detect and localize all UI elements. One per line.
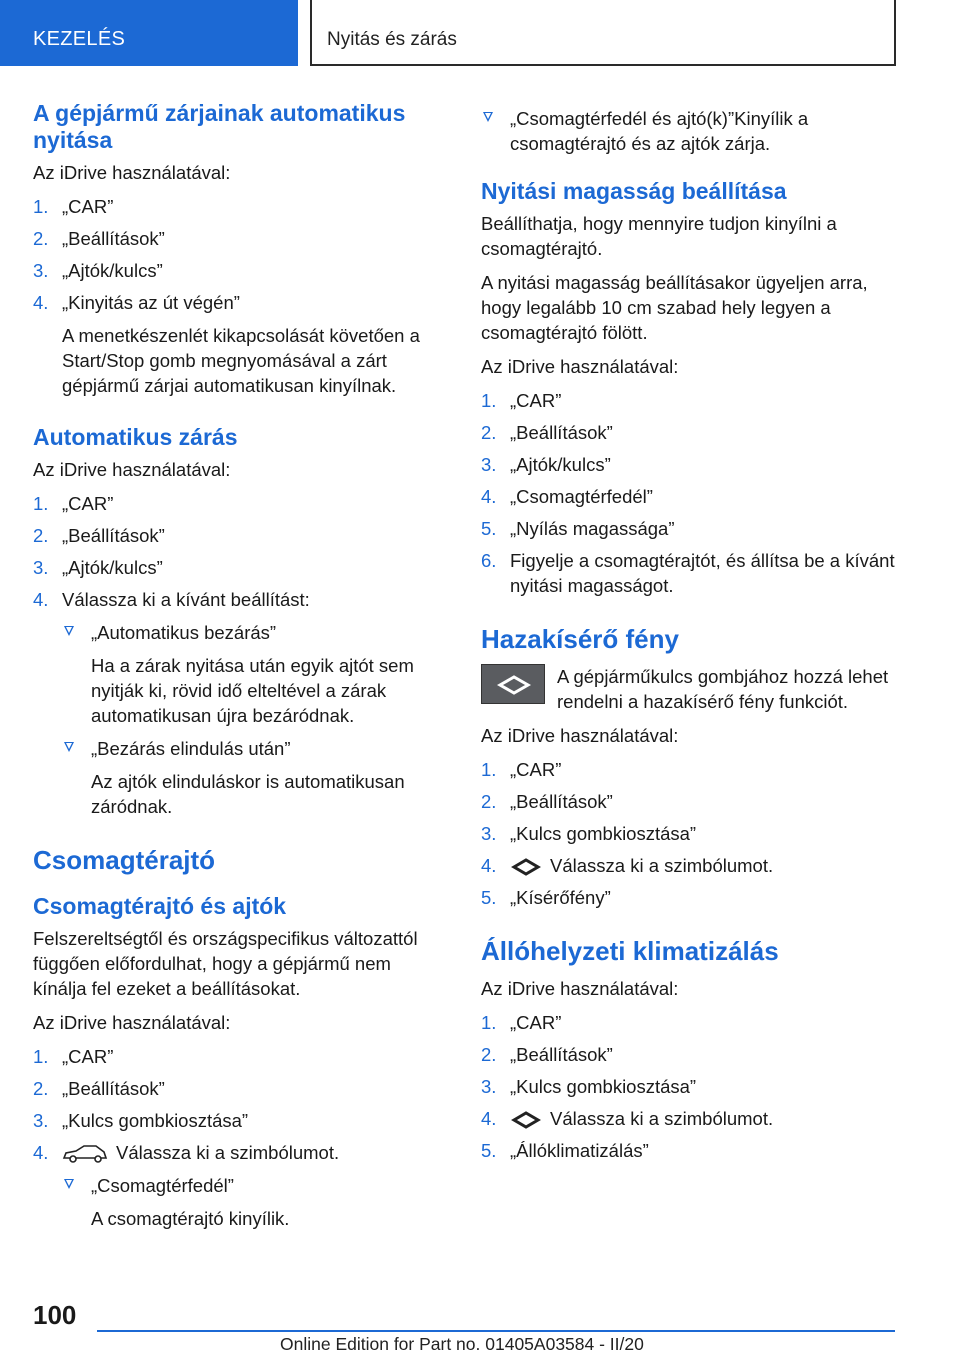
heading-follow-me-home: Hazakísérő fény xyxy=(481,624,679,654)
list-item: 3. „Ajtók/kulcs” xyxy=(481,454,611,475)
idrive-intro: Az iDrive használatával: xyxy=(481,356,679,377)
steps-list xyxy=(33,194,443,398)
list-item: 5. „Állóklimatizálás” xyxy=(481,1140,649,1161)
option-list xyxy=(62,620,443,819)
steps-list xyxy=(481,388,901,598)
option-list xyxy=(481,106,901,156)
list-item: 6. Figyelje a csomagtérajtót, és állítsa be a kívánt nyitási magasságot. xyxy=(481,550,895,596)
heading-tailgate: Csomagtérajtó xyxy=(33,845,216,875)
steps-list xyxy=(481,1010,901,1163)
header-topic-box xyxy=(310,0,896,66)
list-item: 1. „CAR” xyxy=(481,759,562,780)
list-item: 3. „Kulcs gombkiosztása” xyxy=(33,1110,249,1131)
list-item: 5. „Nyílás magassága” xyxy=(481,518,675,539)
list-item: 2. „Beállítások” xyxy=(33,1078,165,1099)
heading-auto-lock: Automatikus zárás xyxy=(33,424,238,450)
list-item: 2. „Beállítások” xyxy=(33,228,165,249)
option-item: „Csomagtérfedél és ajtó(k)”Kinyílik a csomagtérajtó és az ajtók zárja. xyxy=(481,106,901,156)
list-item: 1. „CAR” xyxy=(33,493,114,514)
light-symbol-icon xyxy=(510,858,542,876)
list-item: 3. „Ajtók/kulcs” xyxy=(33,557,163,578)
opening-height-warning: A nyitási magasság beállításakor ügyeljen arra, hogy legalább 10 cm szabad hely legyen a csomagtérajtó fölött. xyxy=(481,272,868,343)
triangle-bullet-icon xyxy=(64,1179,74,1189)
list-item: 4. Válassza ki a kívánt beállítást: „Automatikus bezárás” Ha a zárak nyitása után egyik ajtót sem nyitják ki, rövid idő elteltével a zárak automatikusan újra bezáródnak. „Bezárás elindulás után” Az ajtók elinduláskor is automatikusan záródnak. xyxy=(33,587,443,819)
triangle-bullet-icon xyxy=(483,112,493,122)
heading-auto-unlock: A gépjármű zárjainak automatikus nyitása xyxy=(33,100,406,153)
list-item: 4. Válassza ki a szimbólumot. „Csomagtérfedél” A csomagtérajtó kinyílik. xyxy=(33,1140,443,1231)
option-item: „Automatikus bezárás” Ha a zárak nyitása után egyik ajtót sem nyitják ki, rövid idő elteltével a zárak automatikusan újra bezáródnak. xyxy=(62,620,443,728)
footer-edition: Online Edition for Part no. 01405A03584 - II/20 xyxy=(280,1334,644,1354)
heading-opening-height: Nyitási magasság beállítása xyxy=(481,178,787,204)
option-item: „Bezárás elindulás után” Az ajtók elinduláskor is automatikusan záródnak. xyxy=(62,736,443,819)
follow-me-home-text: A gépjárműkulcs gombjához hozzá lehet rendelni a hazakísérő fény funkciót. xyxy=(557,666,889,712)
list-item: 4. Válassza ki a szimbólumot. xyxy=(481,855,774,876)
list-item: 2. „Beállítások” xyxy=(481,1044,613,1065)
list-item: 4. „Kinyitás az út végén” A menetkészenlét kikapcsolását követően a Start/Stop gomb megnyomásával a zárt gépjármű zárjai automatikusan kinyílnak. xyxy=(33,290,443,398)
step-note: A menetkészenlét kikapcsolását követően a Start/Stop gomb megnyomásával a zárt gépjármű zárjai automatikusan kinyílnak. xyxy=(62,325,420,396)
page-number: 100 xyxy=(33,1300,77,1330)
list-item: 1. „CAR” xyxy=(33,196,114,217)
list-item: 1. „CAR” xyxy=(481,1012,562,1033)
list-item: 5. „Kísérőfény” xyxy=(481,887,611,908)
key-button-icon xyxy=(481,664,545,704)
list-item: 2. „Beállítások” xyxy=(33,525,165,546)
steps-list xyxy=(33,1044,443,1231)
header-topic-label: Nyitás és zárás xyxy=(327,29,457,50)
footer-divider xyxy=(97,1330,895,1332)
list-item: 3. „Kulcs gombkiosztása” xyxy=(481,823,697,844)
right-column xyxy=(481,100,901,1170)
heading-climate: Állóhelyzeti klimatizálás xyxy=(481,936,779,966)
steps-list xyxy=(33,491,443,819)
list-item: 2. „Beállítások” xyxy=(481,791,613,812)
idrive-intro: Az iDrive használatával: xyxy=(481,725,679,746)
list-item: 2. „Beállítások” xyxy=(481,422,613,443)
list-item: 3. „Ajtók/kulcs” xyxy=(33,260,163,281)
left-column xyxy=(33,100,443,1239)
car-tailgate-icon xyxy=(62,1144,108,1164)
list-item: 1. „CAR” xyxy=(481,390,562,411)
idrive-intro: Az iDrive használatával: xyxy=(33,162,231,183)
steps-list xyxy=(481,757,901,910)
triangle-bullet-icon xyxy=(64,742,74,752)
idrive-intro: Az iDrive használatával: xyxy=(481,978,679,999)
triangle-bullet-icon xyxy=(64,626,74,636)
list-item: 4. Válassza ki a szimbólumot. xyxy=(481,1108,774,1129)
climate-symbol-icon xyxy=(510,1111,542,1129)
idrive-intro: Az iDrive használatával: xyxy=(33,1012,231,1033)
list-item: 1. „CAR” xyxy=(33,1046,114,1067)
opening-height-text: Beállíthatja, hogy mennyire tudjon kinyílni a csomagtérajtó. xyxy=(481,213,837,259)
header-section-tab xyxy=(0,0,298,66)
list-item: 4. „Csomagtérfedél” xyxy=(481,486,653,507)
option-item: „Csomagtérfedél” A csomagtérajtó kinyílik. xyxy=(62,1173,443,1231)
list-item: 3. „Kulcs gombkiosztása” xyxy=(481,1076,697,1097)
idrive-intro: Az iDrive használatával: xyxy=(33,459,231,480)
option-list xyxy=(62,1173,443,1231)
header-section-label: KEZELÉS xyxy=(33,28,126,50)
follow-me-home-para xyxy=(481,664,901,714)
heading-tailgate-doors: Csomagtérajtó és ajtók xyxy=(33,893,287,919)
tailgate-text: Felszereltségtől és országspecifikus változattól függően előfordulhat, hogy a gépjármű nem kínálja fel ezeket a beállításokat. xyxy=(33,928,418,999)
